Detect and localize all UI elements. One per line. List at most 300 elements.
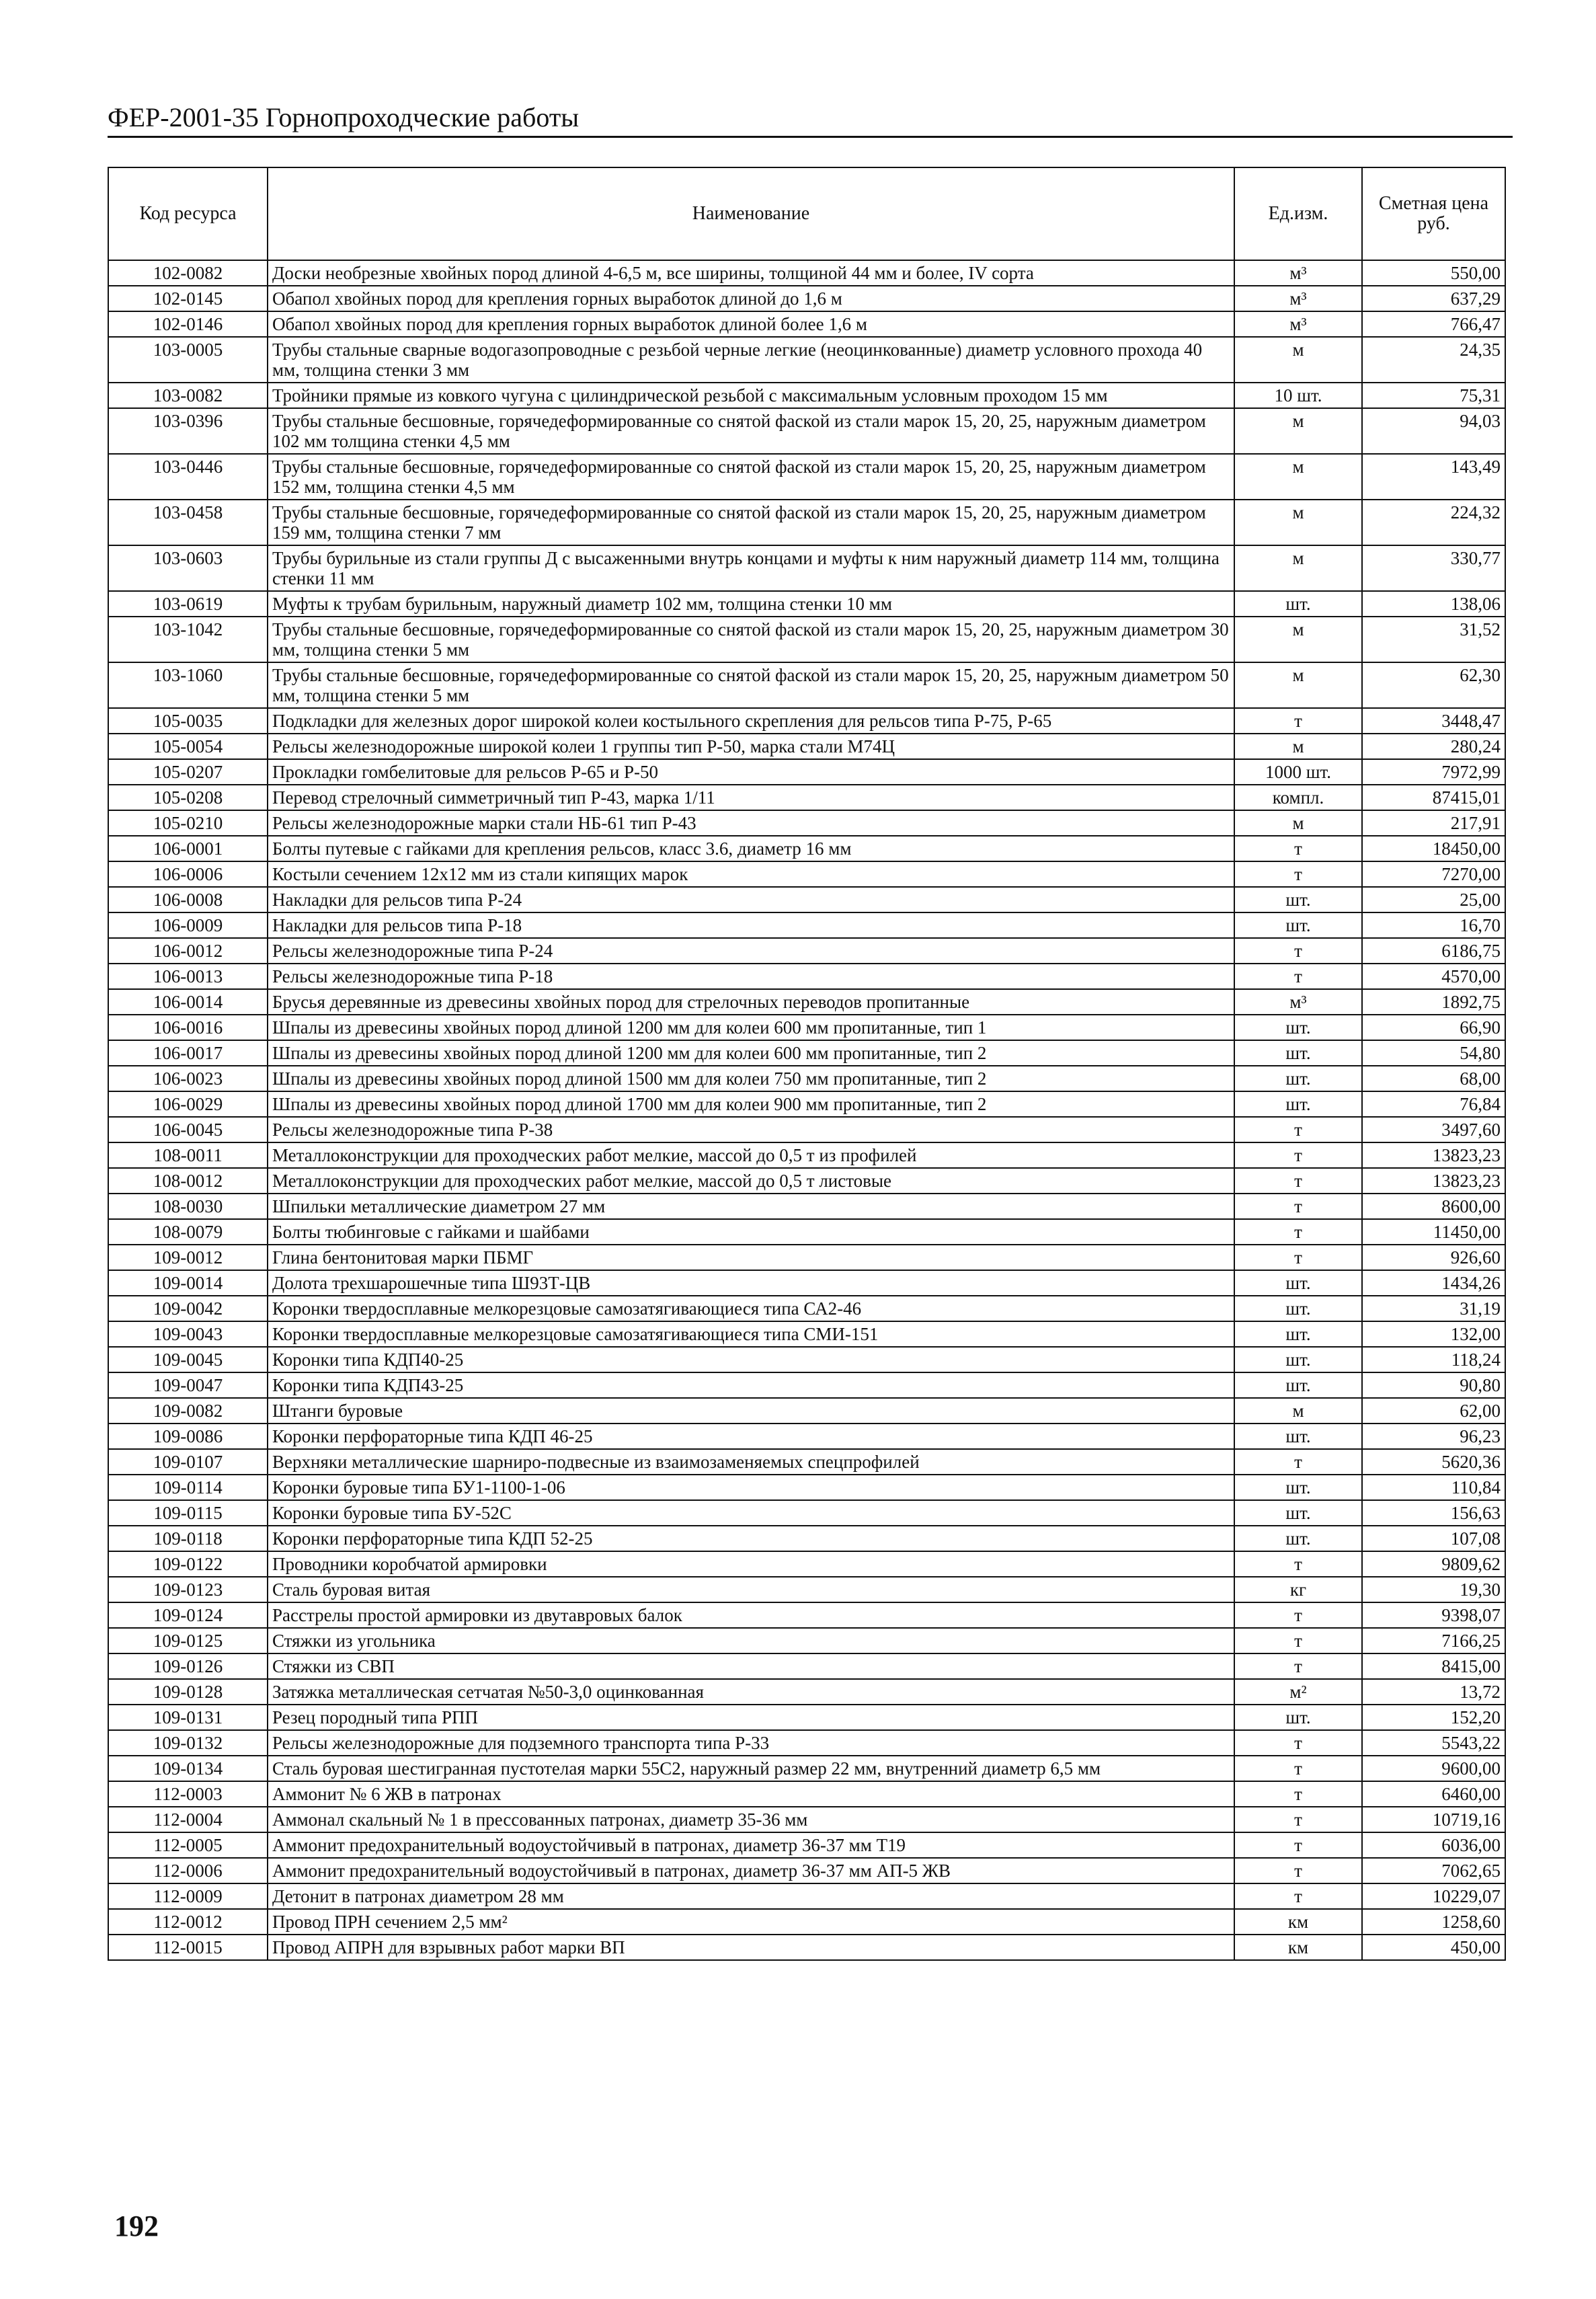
cell-price: 9600,00 [1362, 1756, 1505, 1781]
cell-name: Трубы стальные бесшовные, горячедеформированные со снятой фаской из стали марок 15, 20, 25, наружным диаметром 152 мм, толщина стенки 4,5 мм [268, 454, 1234, 500]
table-row [108, 1270, 1505, 1296]
cell-unit: т [1234, 1117, 1362, 1142]
cell-code: 102-0082 [108, 260, 268, 286]
cell-code: 109-0082 [108, 1398, 268, 1424]
table-row [108, 1372, 1505, 1398]
cell-price: 3448,47 [1362, 708, 1505, 734]
cell-price: 4570,00 [1362, 964, 1505, 989]
cell-price: 11450,00 [1362, 1219, 1505, 1245]
cell-unit: м [1234, 662, 1362, 708]
cell-name: Стяжки из угольника [268, 1628, 1234, 1653]
cell-name: Трубы стальные бесшовные, горячедеформированные со снятой фаской из стали марок 15, 20, 25, наружным диаметром 102 мм толщина стенки 4,5 мм [268, 408, 1234, 454]
table-row [108, 964, 1505, 989]
cell-unit: компл. [1234, 785, 1362, 810]
cell-code: 109-0132 [108, 1730, 268, 1756]
table-row [108, 1909, 1505, 1935]
table-row [108, 1730, 1505, 1756]
table-row [108, 545, 1505, 591]
table-row [108, 1577, 1505, 1602]
cell-unit: т [1234, 836, 1362, 861]
document-title: ФЕР-2001-35 Горнопроходческие работы [108, 102, 580, 132]
cell-name: Доски необрезные хвойных пород длиной 4-6,5 м, все ширины, толщиной 44 мм и более, IV сорта [268, 260, 1234, 286]
cell-price: 450,00 [1362, 1935, 1505, 1960]
cell-code: 105-0208 [108, 785, 268, 810]
page-number: 192 [114, 2210, 159, 2243]
cell-price: 13,72 [1362, 1679, 1505, 1705]
cell-unit: шт. [1234, 1372, 1362, 1398]
table-row [108, 734, 1505, 759]
cell-code: 109-0045 [108, 1347, 268, 1372]
cell-unit: т [1234, 1219, 1362, 1245]
cell-name: Аммонал скальный № 1 в прессованных патронах, диаметр 35-36 мм [268, 1807, 1234, 1832]
table-body [108, 260, 1505, 1960]
cell-name: Провод АПРН для взрывных работ марки ВП [268, 1935, 1234, 1960]
cell-code: 109-0107 [108, 1449, 268, 1475]
cell-price: 8600,00 [1362, 1194, 1505, 1219]
cell-code: 112-0003 [108, 1781, 268, 1807]
cell-unit: км [1234, 1909, 1362, 1935]
cell-name: Болты путевые с гайками для крепления рельсов, класс 3.6, диаметр 16 мм [268, 836, 1234, 861]
cell-name: Коронки типа КДП40-25 [268, 1347, 1234, 1372]
cell-name: Детонит в патронах диаметром 28 мм [268, 1883, 1234, 1909]
cell-name: Шпалы из древесины хвойных пород длиной 1200 мм для колеи 600 мм пропитанные, тип 1 [268, 1015, 1234, 1040]
cell-unit: шт. [1234, 591, 1362, 617]
cell-code: 109-0122 [108, 1551, 268, 1577]
cell-code: 109-0047 [108, 1372, 268, 1398]
cell-code: 112-0004 [108, 1807, 268, 1832]
cell-code: 106-0029 [108, 1091, 268, 1117]
cell-unit: шт. [1234, 1526, 1362, 1551]
cell-unit: т [1234, 1449, 1362, 1475]
table-row [108, 912, 1505, 938]
table-row [108, 1807, 1505, 1832]
cell-price: 13823,23 [1362, 1168, 1505, 1194]
table-row [108, 810, 1505, 836]
cell-code: 108-0030 [108, 1194, 268, 1219]
cell-code: 106-0045 [108, 1117, 268, 1142]
cell-price: 10719,16 [1362, 1807, 1505, 1832]
table-row [108, 836, 1505, 861]
cell-price: 90,80 [1362, 1372, 1505, 1398]
column-header-code: Код ресурса [108, 167, 268, 260]
table-row [108, 1628, 1505, 1653]
cell-unit: т [1234, 1781, 1362, 1807]
cell-unit: т [1234, 964, 1362, 989]
table-row [108, 1321, 1505, 1347]
table-row [108, 1245, 1505, 1270]
cell-name: Перевод стрелочный симметричный тип Р-43, марка 1/11 [268, 785, 1234, 810]
cell-name: Металлоконструкции для проходческих работ мелкие, массой до 0,5 т листовые [268, 1168, 1234, 1194]
table-row [108, 938, 1505, 964]
table-row [108, 1935, 1505, 1960]
cell-price: 9398,07 [1362, 1602, 1505, 1628]
cell-name: Долота трехшарошечные типа Ш93Т-ЦВ [268, 1270, 1234, 1296]
cell-price: 94,03 [1362, 408, 1505, 454]
cell-unit: шт. [1234, 1705, 1362, 1730]
cell-code: 109-0131 [108, 1705, 268, 1730]
cell-name: Костыли сечением 12x12 мм из стали кипящих марок [268, 861, 1234, 887]
table-row [108, 1424, 1505, 1449]
cell-name: Рельсы железнодорожные марки стали НБ-61 тип Р-43 [268, 810, 1234, 836]
cell-code: 106-0001 [108, 836, 268, 861]
cell-price: 96,23 [1362, 1424, 1505, 1449]
cell-unit: шт. [1234, 1015, 1362, 1040]
table-row [108, 861, 1505, 887]
table-row [108, 1526, 1505, 1551]
cell-code: 106-0016 [108, 1015, 268, 1040]
cell-code: 109-0123 [108, 1577, 268, 1602]
cell-unit: шт. [1234, 1424, 1362, 1449]
table-row [108, 1883, 1505, 1909]
cell-name: Болты тюбинговые с гайками и шайбами [268, 1219, 1234, 1245]
cell-unit: т [1234, 1551, 1362, 1577]
cell-unit: км [1234, 1935, 1362, 1960]
cell-code: 103-0458 [108, 500, 268, 545]
cell-price: 18450,00 [1362, 836, 1505, 861]
cell-code: 112-0015 [108, 1935, 268, 1960]
cell-price: 217,91 [1362, 810, 1505, 836]
cell-code: 112-0005 [108, 1832, 268, 1858]
cell-name: Шпалы из древесины хвойных пород длиной 1700 мм для колеи 900 мм пропитанные, тип 2 [268, 1091, 1234, 1117]
cell-unit: т [1234, 1194, 1362, 1219]
cell-price: 637,29 [1362, 286, 1505, 311]
cell-unit: т [1234, 1628, 1362, 1653]
cell-code: 106-0012 [108, 938, 268, 964]
cell-code: 109-0014 [108, 1270, 268, 1296]
cell-unit: шт. [1234, 1347, 1362, 1372]
table-row [108, 1832, 1505, 1858]
cell-name: Коронки буровые типа БУ1-1100-1-06 [268, 1475, 1234, 1500]
cell-name: Рельсы железнодорожные типа Р-18 [268, 964, 1234, 989]
cell-name: Проводники коробчатой армировки [268, 1551, 1234, 1577]
cell-name: Обапол хвойных пород для крепления горных выработок длиной более 1,6 м [268, 311, 1234, 337]
cell-unit: м [1234, 500, 1362, 545]
cell-code: 108-0011 [108, 1142, 268, 1168]
cell-price: 66,90 [1362, 1015, 1505, 1040]
cell-code: 103-0603 [108, 545, 268, 591]
cell-unit: м [1234, 810, 1362, 836]
cell-price: 75,31 [1362, 383, 1505, 408]
cell-unit: м³ [1234, 260, 1362, 286]
table-row [108, 1653, 1505, 1679]
cell-code: 109-0043 [108, 1321, 268, 1347]
cell-name: Аммонит предохранительный водоустойчивый в патронах, диаметр 36-37 мм АП-5 ЖВ [268, 1858, 1234, 1883]
cell-price: 31,19 [1362, 1296, 1505, 1321]
cell-code: 103-0446 [108, 454, 268, 500]
cell-unit: т [1234, 1730, 1362, 1756]
cell-price: 68,00 [1362, 1066, 1505, 1091]
cell-price: 31,52 [1362, 617, 1505, 662]
cell-name: Глина бентонитовая марки ПБМГ [268, 1245, 1234, 1270]
cell-code: 105-0054 [108, 734, 268, 759]
cell-code: 109-0114 [108, 1475, 268, 1500]
cell-name: Провод ПРН сечением 2,5 мм² [268, 1909, 1234, 1935]
cell-price: 143,49 [1362, 454, 1505, 500]
cell-code: 106-0008 [108, 887, 268, 912]
cell-code: 109-0124 [108, 1602, 268, 1628]
table-row [108, 662, 1505, 708]
cell-name: Трубы бурильные из стали группы Д с высаженными внутрь концами и муфты к ним наружный диаметр 114 мм, толщина стенки 11 мм [268, 545, 1234, 591]
cell-unit: т [1234, 861, 1362, 887]
cell-code: 109-0118 [108, 1526, 268, 1551]
cell-code: 103-0396 [108, 408, 268, 454]
table-row [108, 1194, 1505, 1219]
table-row [108, 1091, 1505, 1117]
cell-name: Затяжка металлическая сетчатая №50-3,0 оцинкованная [268, 1679, 1234, 1705]
column-header-price: Сметная цена руб. [1362, 167, 1505, 260]
table-row [108, 1347, 1505, 1372]
cell-code: 102-0146 [108, 311, 268, 337]
table-row [108, 989, 1505, 1015]
cell-code: 109-0126 [108, 1653, 268, 1679]
cell-unit: м [1234, 454, 1362, 500]
cell-price: 8415,00 [1362, 1653, 1505, 1679]
table-row [108, 1858, 1505, 1883]
cell-name: Подкладки для железных дорог широкой колеи костыльного скрепления для рельсов типа Р-75, Р-65 [268, 708, 1234, 734]
table-row [108, 1117, 1505, 1142]
cell-name: Коронки твердосплавные мелкорезцовые самозатягивающиеся типа СА2-46 [268, 1296, 1234, 1321]
table-row [108, 286, 1505, 311]
cell-name: Прокладки гомбелитовые для рельсов Р-65 и Р-50 [268, 759, 1234, 785]
table-row [108, 454, 1505, 500]
cell-code: 103-0619 [108, 591, 268, 617]
cell-name: Шпильки металлические диаметром 27 мм [268, 1194, 1234, 1219]
cell-unit: шт. [1234, 1040, 1362, 1066]
table-row [108, 408, 1505, 454]
table-row [108, 1142, 1505, 1168]
table-row [108, 1168, 1505, 1194]
cell-name: Стяжки из СВП [268, 1653, 1234, 1679]
table-row [108, 887, 1505, 912]
table-row [108, 708, 1505, 734]
cell-price: 6036,00 [1362, 1832, 1505, 1858]
cell-name: Брусья деревянные из древесины хвойных пород для стрелочных переводов пропитанные [268, 989, 1234, 1015]
cell-code: 108-0012 [108, 1168, 268, 1194]
cell-price: 280,24 [1362, 734, 1505, 759]
cell-price: 16,70 [1362, 912, 1505, 938]
cell-price: 13823,23 [1362, 1142, 1505, 1168]
cell-name: Трубы стальные бесшовные, горячедеформированные со снятой фаской из стали марок 15, 20, 25, наружным диаметром 50 мм, толщина стенки 5 мм [268, 662, 1234, 708]
cell-name: Штанги буровые [268, 1398, 1234, 1424]
cell-code: 106-0023 [108, 1066, 268, 1091]
table-row [108, 1040, 1505, 1066]
cell-unit: м [1234, 337, 1362, 383]
table-row [108, 1398, 1505, 1424]
table-row [108, 337, 1505, 383]
table-header-row [108, 167, 1505, 260]
cell-price: 156,63 [1362, 1500, 1505, 1526]
cell-name: Коронки перфораторные типа КДП 52-25 [268, 1526, 1234, 1551]
table-row [108, 785, 1505, 810]
cell-price: 107,08 [1362, 1526, 1505, 1551]
cell-price: 1258,60 [1362, 1909, 1505, 1935]
page-header [108, 101, 1513, 138]
cell-price: 62,30 [1362, 662, 1505, 708]
cell-price: 24,35 [1362, 337, 1505, 383]
table-row [108, 1449, 1505, 1475]
table-row [108, 1602, 1505, 1628]
table-row [108, 1679, 1505, 1705]
cell-name: Рельсы железнодорожные широкой колеи 1 группы тип Р-50, марка стали М74Ц [268, 734, 1234, 759]
cell-unit: м³ [1234, 286, 1362, 311]
cell-price: 550,00 [1362, 260, 1505, 286]
table-row [108, 1756, 1505, 1781]
table-row [108, 1015, 1505, 1040]
cell-price: 7062,65 [1362, 1858, 1505, 1883]
cell-name: Коронки твердосплавные мелкорезцовые самозатягивающиеся типа СМИ-151 [268, 1321, 1234, 1347]
cell-price: 1434,26 [1362, 1270, 1505, 1296]
cell-code: 105-0207 [108, 759, 268, 785]
table-row [108, 500, 1505, 545]
cell-code: 103-0005 [108, 337, 268, 383]
cell-code: 106-0017 [108, 1040, 268, 1066]
cell-code: 106-0009 [108, 912, 268, 938]
cell-unit: м³ [1234, 311, 1362, 337]
cell-price: 766,47 [1362, 311, 1505, 337]
cell-price: 6186,75 [1362, 938, 1505, 964]
cell-unit: кг [1234, 1577, 1362, 1602]
cell-price: 330,77 [1362, 545, 1505, 591]
cell-name: Металлоконструкции для проходческих работ мелкие, массой до 0,5 т из профилей [268, 1142, 1234, 1168]
table-row [108, 383, 1505, 408]
cell-price: 926,60 [1362, 1245, 1505, 1270]
cell-name: Накладки для рельсов типа Р-18 [268, 912, 1234, 938]
cell-unit: т [1234, 1142, 1362, 1168]
cell-code: 109-0134 [108, 1756, 268, 1781]
cell-name: Рельсы железнодорожные типа Р-24 [268, 938, 1234, 964]
cell-name: Аммонит предохранительный водоустойчивый в патронах, диаметр 36-37 мм Т19 [268, 1832, 1234, 1858]
table-row [108, 1219, 1505, 1245]
cell-price: 76,84 [1362, 1091, 1505, 1117]
cell-code: 112-0006 [108, 1858, 268, 1883]
cell-unit: т [1234, 1858, 1362, 1883]
cell-code: 103-1060 [108, 662, 268, 708]
cell-unit: шт. [1234, 912, 1362, 938]
cell-price: 10229,07 [1362, 1883, 1505, 1909]
cell-price: 5620,36 [1362, 1449, 1505, 1475]
column-header-unit: Ед.изм. [1234, 167, 1362, 260]
cell-unit: шт. [1234, 1296, 1362, 1321]
cell-code: 109-0125 [108, 1628, 268, 1653]
cell-unit: т [1234, 708, 1362, 734]
table-row [108, 311, 1505, 337]
cell-unit: шт. [1234, 1091, 1362, 1117]
cell-price: 87415,01 [1362, 785, 1505, 810]
table-row [108, 591, 1505, 617]
cell-unit: шт. [1234, 1270, 1362, 1296]
cell-unit: т [1234, 1168, 1362, 1194]
cell-name: Коронки типа КДП43-25 [268, 1372, 1234, 1398]
cell-code: 106-0006 [108, 861, 268, 887]
cell-unit: т [1234, 1832, 1362, 1858]
cell-unit: м³ [1234, 989, 1362, 1015]
cell-name: Трубы стальные бесшовные, горячедеформированные со снятой фаской из стали марок 15, 20, 25, наружным диаметром 30 мм, толщина стенки 5 мм [268, 617, 1234, 662]
cell-price: 3497,60 [1362, 1117, 1505, 1142]
table-row [108, 617, 1505, 662]
resource-table [108, 167, 1506, 1961]
table-row [108, 1475, 1505, 1500]
table-row [108, 1296, 1505, 1321]
table-row [108, 260, 1505, 286]
cell-name: Расстрелы простой армировки из двутавровых балок [268, 1602, 1234, 1628]
cell-name: Коронки буровые типа БУ-52С [268, 1500, 1234, 1526]
cell-price: 7166,25 [1362, 1628, 1505, 1653]
cell-price: 110,84 [1362, 1475, 1505, 1500]
cell-name: Сталь буровая шестигранная пустотелая марки 55С2, наружный размер 22 мм, внутренний диаметр 6,5 мм [268, 1756, 1234, 1781]
cell-name: Муфты к трубам бурильным, наружный диаметр 102 мм, толщина стенки 10 мм [268, 591, 1234, 617]
cell-name: Сталь буровая витая [268, 1577, 1234, 1602]
cell-price: 19,30 [1362, 1577, 1505, 1602]
cell-unit: шт. [1234, 1066, 1362, 1091]
cell-unit: т [1234, 1883, 1362, 1909]
cell-price: 118,24 [1362, 1347, 1505, 1372]
cell-price: 25,00 [1362, 887, 1505, 912]
cell-unit: м [1234, 617, 1362, 662]
cell-price: 6460,00 [1362, 1781, 1505, 1807]
cell-price: 1892,75 [1362, 989, 1505, 1015]
cell-name: Обапол хвойных пород для крепления горных выработок длиной до 1,6 м [268, 286, 1234, 311]
cell-unit: м [1234, 1398, 1362, 1424]
table-row [108, 759, 1505, 785]
table-row [108, 1781, 1505, 1807]
cell-name: Верхняки металлические шарниро-подвесные из взаимозаменяемых спецпрофилей [268, 1449, 1234, 1475]
column-header-name: Наименование [268, 167, 1234, 260]
cell-code: 109-0115 [108, 1500, 268, 1526]
cell-code: 109-0042 [108, 1296, 268, 1321]
cell-name: Рельсы железнодорожные для подземного транспорта типа Р-33 [268, 1730, 1234, 1756]
cell-code: 103-0082 [108, 383, 268, 408]
cell-price: 138,06 [1362, 591, 1505, 617]
cell-price: 62,00 [1362, 1398, 1505, 1424]
cell-unit: м [1234, 408, 1362, 454]
cell-unit: т [1234, 1653, 1362, 1679]
cell-unit: т [1234, 938, 1362, 964]
cell-code: 109-0012 [108, 1245, 268, 1270]
cell-name: Шпалы из древесины хвойных пород длиной 1200 мм для колеи 600 мм пропитанные, тип 2 [268, 1040, 1234, 1066]
cell-unit: т [1234, 1245, 1362, 1270]
cell-name: Трубы стальные сварные водогазопроводные с резьбой черные легкие (неоцинкованные) диаметр условного прохода 40 мм, толщина стенки 3 мм [268, 337, 1234, 383]
cell-name: Рельсы железнодорожные типа Р-38 [268, 1117, 1234, 1142]
cell-code: 106-0013 [108, 964, 268, 989]
cell-unit: м² [1234, 1679, 1362, 1705]
cell-name: Шпалы из древесины хвойных пород длиной 1500 мм для колеи 750 мм пропитанные, тип 2 [268, 1066, 1234, 1091]
cell-code: 108-0079 [108, 1219, 268, 1245]
cell-code: 112-0009 [108, 1883, 268, 1909]
cell-code: 109-0128 [108, 1679, 268, 1705]
cell-name: Трубы стальные бесшовные, горячедеформированные со снятой фаской из стали марок 15, 20, 25, наружным диаметром 159 мм, толщина стенки 7 мм [268, 500, 1234, 545]
table-row [108, 1500, 1505, 1526]
cell-unit: шт. [1234, 887, 1362, 912]
cell-name: Аммонит № 6 ЖВ в патронах [268, 1781, 1234, 1807]
cell-unit: м [1234, 545, 1362, 591]
cell-unit: т [1234, 1602, 1362, 1628]
cell-price: 224,32 [1362, 500, 1505, 545]
table-row [108, 1066, 1505, 1091]
table-row [108, 1551, 1505, 1577]
cell-price: 132,00 [1362, 1321, 1505, 1347]
cell-name: Резец породный типа РПП [268, 1705, 1234, 1730]
cell-unit: шт. [1234, 1475, 1362, 1500]
cell-price: 9809,62 [1362, 1551, 1505, 1577]
cell-code: 112-0012 [108, 1909, 268, 1935]
cell-name: Коронки перфораторные типа КДП 46-25 [268, 1424, 1234, 1449]
cell-unit: т [1234, 1807, 1362, 1832]
cell-price: 7972,99 [1362, 759, 1505, 785]
cell-price: 54,80 [1362, 1040, 1505, 1066]
cell-code: 103-1042 [108, 617, 268, 662]
cell-price: 5543,22 [1362, 1730, 1505, 1756]
cell-code: 106-0014 [108, 989, 268, 1015]
